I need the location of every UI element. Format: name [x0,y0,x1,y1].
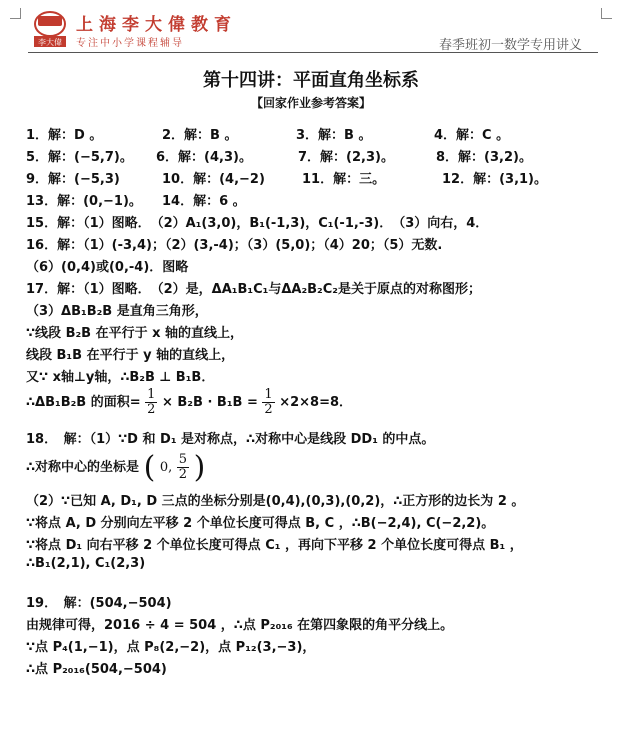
answer-18: 18． 解：（1）∵D 和 D₁ 是对称点，∴对称中心是线段 DD₁ 的中点。 [26,432,435,447]
answer-4: 4．解：C 。 [434,128,510,143]
fraction-half [145,388,157,417]
center-x: 0, [159,460,173,475]
crop-mark-right [601,8,612,19]
answer-row [26,124,606,146]
answer-row [26,168,606,190]
crop-mark-left [10,8,21,19]
answer-17-step1: ∵线段 B₂B 在平行于 x 轴的直线上， [26,326,244,341]
course-name: 春季班初一数学专用讲义 [438,38,582,53]
answer-18-step3: ∴B₁(2,1), C₁(2,3) [26,556,146,571]
answer-16: 16．解：（1）(-3,4)；（2）(3,-4)；（3）(5,0)；（4）20；（5）无数. [26,238,443,253]
page-subtitle: 【回家作业参考答案】 [250,96,371,110]
answer-18-part2: （2）∵已知 A, D₁, D 三点的坐标分别是(0,4),(0,3),(0,2)，∴正方形的边长为 2 。 [26,494,525,509]
answer-18-center [26,450,606,490]
answer-18-step1: ∵将点 A, D 分别向左平移 2 个单位长度可得点 B, C ，∴B(−2,4), C(−2,2)。 [26,516,495,531]
answer-12: 12．解：(3,1)。 [442,172,548,187]
answer-row [26,146,606,168]
fraction-denominator: 2 [147,402,156,417]
answer-11: 11．解：三。 [302,172,386,187]
svg-text:李大偉: 李大偉 [38,38,62,47]
answer-13: 13．解：(0,−1)。 [26,194,142,209]
answer-17-area [26,388,606,428]
answer-5: 5．解：(−5,7)。 [26,150,133,165]
header-rule [28,52,598,53]
answer-7: 7．解：(2,3)。 [298,150,394,165]
answer-list [26,124,606,680]
center-prefix: ∴对称中心的坐标是 [26,460,140,475]
answer-16-part6: （6）(0,4)或(0,-4)．图略 [26,260,189,275]
answer-3: 3．解：B 。 [296,128,372,143]
answer-18-step2: ∵将点 D₁ 向右平移 2 个单位长度可得点 C₁ ，再向下平移 2 个单位长度可得点 B₁ ， [26,538,523,553]
fraction-numerator: 5 [178,452,188,467]
answer-19-step2: ∵点 P₄(1,−1)，点 P₈(2,−2)，点 P₁₂(3,−3)， [26,640,316,655]
answer-9: 9．解：(−5,3) [26,172,120,187]
answer-17-step2: 线段 B₁B 在平行于 y 轴的直线上， [26,348,235,363]
answer-10: 10．解：(4,−2) [162,172,265,187]
logo-icon [32,10,68,48]
fraction-half [262,388,274,417]
page-title: 第十四讲：平面直角坐标系 [203,70,419,91]
fraction-five-halves [177,453,189,482]
answer-6: 6．解：(4,3)。 [156,150,252,165]
answer-19-step3: ∴点 P₂₀₁₆(504,−504) [26,662,167,677]
answer-15: 15．解：（1）图略． （2）A₁(3,0)，B₁(-1,3)，C₁(-1,-3)． （3）向右，4． [26,216,489,231]
answer-1: 1．解：D 。 [26,128,103,143]
answer-17: 17．解：（1）图略． （2）是，ΔA₁B₁C₁与ΔA₂B₂C₂是关于原点的对称图形； [26,282,481,297]
area-prefix: ∴ΔB₁B₂B 的面积= [26,395,141,410]
answer-8: 8．解：(3,2)。 [436,150,532,165]
fraction-numerator: 1 [264,387,273,402]
left-paren: ( [143,450,156,485]
answer-19-step1: 由规律可得，2016 ÷ 4 = 504 ，∴点 P₂₀₁₆ 在第四象限的角平分线上。 [26,618,454,633]
brand-slogan: 专注中小学课程辅导 [76,38,184,49]
right-paren: ) [193,450,206,485]
answer-2: 2．解：B 。 [162,128,238,143]
fraction-numerator: 1 [147,387,156,402]
fraction-denominator: 2 [264,402,273,417]
answer-row [26,190,606,212]
answer-19: 19． 解：(504,−504) [26,596,172,611]
page-header [28,8,598,52]
brand-name: 上海李大偉教育 [76,15,237,35]
answer-17-step3: 又∵ x轴⊥y轴，∴B₂B ⊥ B₁B． [26,370,215,385]
fraction-denominator: 2 [178,467,188,482]
answer-14: 14．解：6 。 [162,194,246,209]
area-result: ×2×8=8． [279,395,353,410]
answer-17-part3: （3）ΔB₁B₂B 是直角三角形， [26,304,208,319]
area-middle: × B₂B · B₁B = [161,395,258,410]
